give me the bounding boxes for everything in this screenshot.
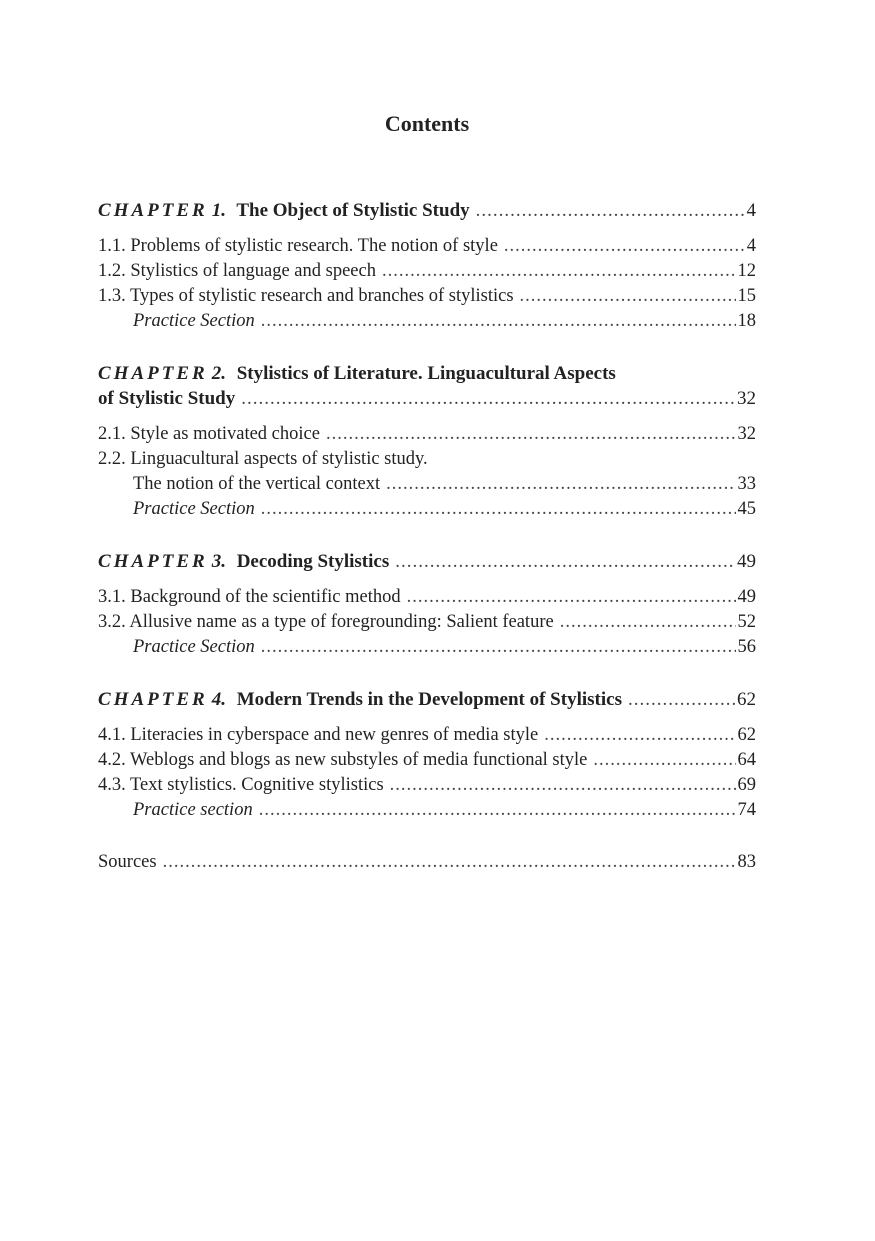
page-number: 15 bbox=[737, 286, 756, 306]
dot-leader bbox=[241, 386, 735, 411]
dot-leader bbox=[261, 635, 736, 660]
entry-title: 4.2. Weblogs and blogs as new substyles of media functional style bbox=[98, 750, 588, 770]
dot-leader bbox=[382, 259, 736, 284]
toc-entry-3-2[interactable] bbox=[98, 610, 756, 635]
dot-leader bbox=[628, 687, 735, 712]
entry-title: Sources bbox=[98, 852, 157, 872]
dot-leader bbox=[259, 798, 736, 823]
chapter-number: 2. bbox=[211, 363, 226, 384]
dot-leader bbox=[593, 748, 735, 773]
chapter-title: Modern Trends in the Development of Stylistics bbox=[236, 689, 622, 710]
page-number: 33 bbox=[737, 474, 756, 494]
entry-title: 1.2. Stylistics of language and speech bbox=[98, 261, 376, 281]
toc-entry-1-1[interactable] bbox=[98, 234, 756, 259]
page-number: 62 bbox=[737, 689, 756, 710]
chapter-2 bbox=[98, 361, 756, 522]
chapter-number: 4. bbox=[211, 689, 226, 710]
page-title: Contents bbox=[384, 111, 470, 136]
dot-leader bbox=[261, 309, 736, 334]
chapter-3-heading[interactable] bbox=[98, 549, 756, 574]
chapter-label: CHAPTER bbox=[98, 200, 208, 221]
toc-entry-sources[interactable] bbox=[98, 850, 756, 875]
dot-leader bbox=[520, 284, 736, 309]
chapter-1-heading[interactable] bbox=[98, 198, 756, 223]
toc-entry-4-1[interactable] bbox=[98, 723, 756, 748]
entry-title: 4.1. Literacies in cyberspace and new genres of media style bbox=[98, 725, 539, 745]
chapter-4-heading[interactable] bbox=[98, 687, 756, 712]
toc-entry-2-practice[interactable] bbox=[98, 497, 756, 522]
toc-entry-2-1[interactable] bbox=[98, 422, 756, 447]
entry-title: 3.1. Background of the scientific method bbox=[98, 587, 401, 607]
chapter-title: The Object of Stylistic Study bbox=[236, 200, 470, 221]
toc-entry-4-2[interactable] bbox=[98, 748, 756, 773]
chapter-title-line-2: of Stylistic Study bbox=[98, 388, 236, 409]
page-number: 52 bbox=[737, 612, 756, 632]
dot-leader bbox=[504, 234, 745, 259]
page-number: 74 bbox=[737, 800, 756, 820]
entry-title: 1.3. Types of stylistic research and branches of stylistics bbox=[98, 286, 514, 306]
page-number: 83 bbox=[737, 852, 756, 872]
entry-title: Practice Section bbox=[133, 637, 255, 657]
toc-entry-1-practice[interactable] bbox=[98, 309, 756, 334]
toc-entry-1-2[interactable] bbox=[98, 259, 756, 284]
dot-leader bbox=[386, 472, 735, 497]
dot-leader bbox=[261, 497, 736, 522]
toc-entry-4-3[interactable] bbox=[98, 773, 756, 798]
chapter-4 bbox=[98, 687, 756, 823]
entry-title: Practice section bbox=[133, 800, 253, 820]
page-number: 49 bbox=[737, 551, 756, 572]
page-number: 32 bbox=[737, 388, 756, 409]
page-number: 56 bbox=[737, 637, 756, 657]
page-number: 69 bbox=[737, 775, 756, 795]
toc-entry-3-1[interactable] bbox=[98, 585, 756, 610]
chapter-label: CHAPTER bbox=[98, 689, 208, 710]
page-number: 4 bbox=[746, 200, 756, 221]
dot-leader bbox=[390, 773, 736, 798]
entry-title: Practice Section bbox=[133, 311, 255, 331]
chapter-1 bbox=[98, 198, 756, 334]
chapter-label: CHAPTER bbox=[98, 551, 208, 572]
entry-title: 4.3. Text stylistics. Cognitive stylistics bbox=[98, 775, 384, 795]
page-number: 32 bbox=[737, 424, 756, 444]
chapter-title-line-1: Stylistics of Literature. Linguacultural Aspects bbox=[236, 363, 616, 384]
toc-entry-2-2[interactable] bbox=[98, 447, 756, 497]
entry-title-line-2: The notion of the vertical context bbox=[133, 474, 381, 494]
toc-entry-4-practice[interactable] bbox=[98, 798, 756, 823]
page-number: 64 bbox=[737, 750, 756, 770]
chapter-2-heading[interactable] bbox=[98, 361, 756, 411]
dot-leader bbox=[560, 610, 736, 635]
chapter-label: CHAPTER bbox=[98, 363, 208, 384]
toc-entry-1-3[interactable] bbox=[98, 284, 756, 309]
dot-leader bbox=[476, 198, 745, 223]
entry-title: Practice Section bbox=[133, 499, 255, 519]
chapter-3 bbox=[98, 549, 756, 660]
page-number: 62 bbox=[737, 725, 756, 745]
dot-leader bbox=[544, 723, 735, 748]
page-number: 49 bbox=[737, 587, 756, 607]
entry-title-line-1: 2.2. Linguacultural aspects of stylistic study. bbox=[98, 449, 428, 469]
chapter-title: Decoding Stylistics bbox=[236, 551, 390, 572]
page-number: 45 bbox=[737, 499, 756, 519]
page-number: 18 bbox=[737, 311, 756, 331]
entry-title: 3.2. Allusive name as a type of foregrounding: Salient feature bbox=[98, 612, 554, 632]
dot-leader bbox=[163, 850, 736, 875]
page-number: 12 bbox=[737, 261, 756, 281]
entry-title: 1.1. Problems of stylistic research. The notion of style bbox=[98, 236, 498, 256]
chapter-number: 1. bbox=[211, 200, 226, 221]
dot-leader bbox=[407, 585, 736, 610]
dot-leader bbox=[326, 422, 736, 447]
page-number: 4 bbox=[746, 236, 756, 256]
chapter-number: 3. bbox=[211, 551, 226, 572]
contents-page bbox=[98, 108, 756, 875]
entry-title: 2.1. Style as motivated choice bbox=[98, 424, 320, 444]
dot-leader bbox=[395, 549, 735, 574]
toc-entry-3-practice[interactable] bbox=[98, 635, 756, 660]
